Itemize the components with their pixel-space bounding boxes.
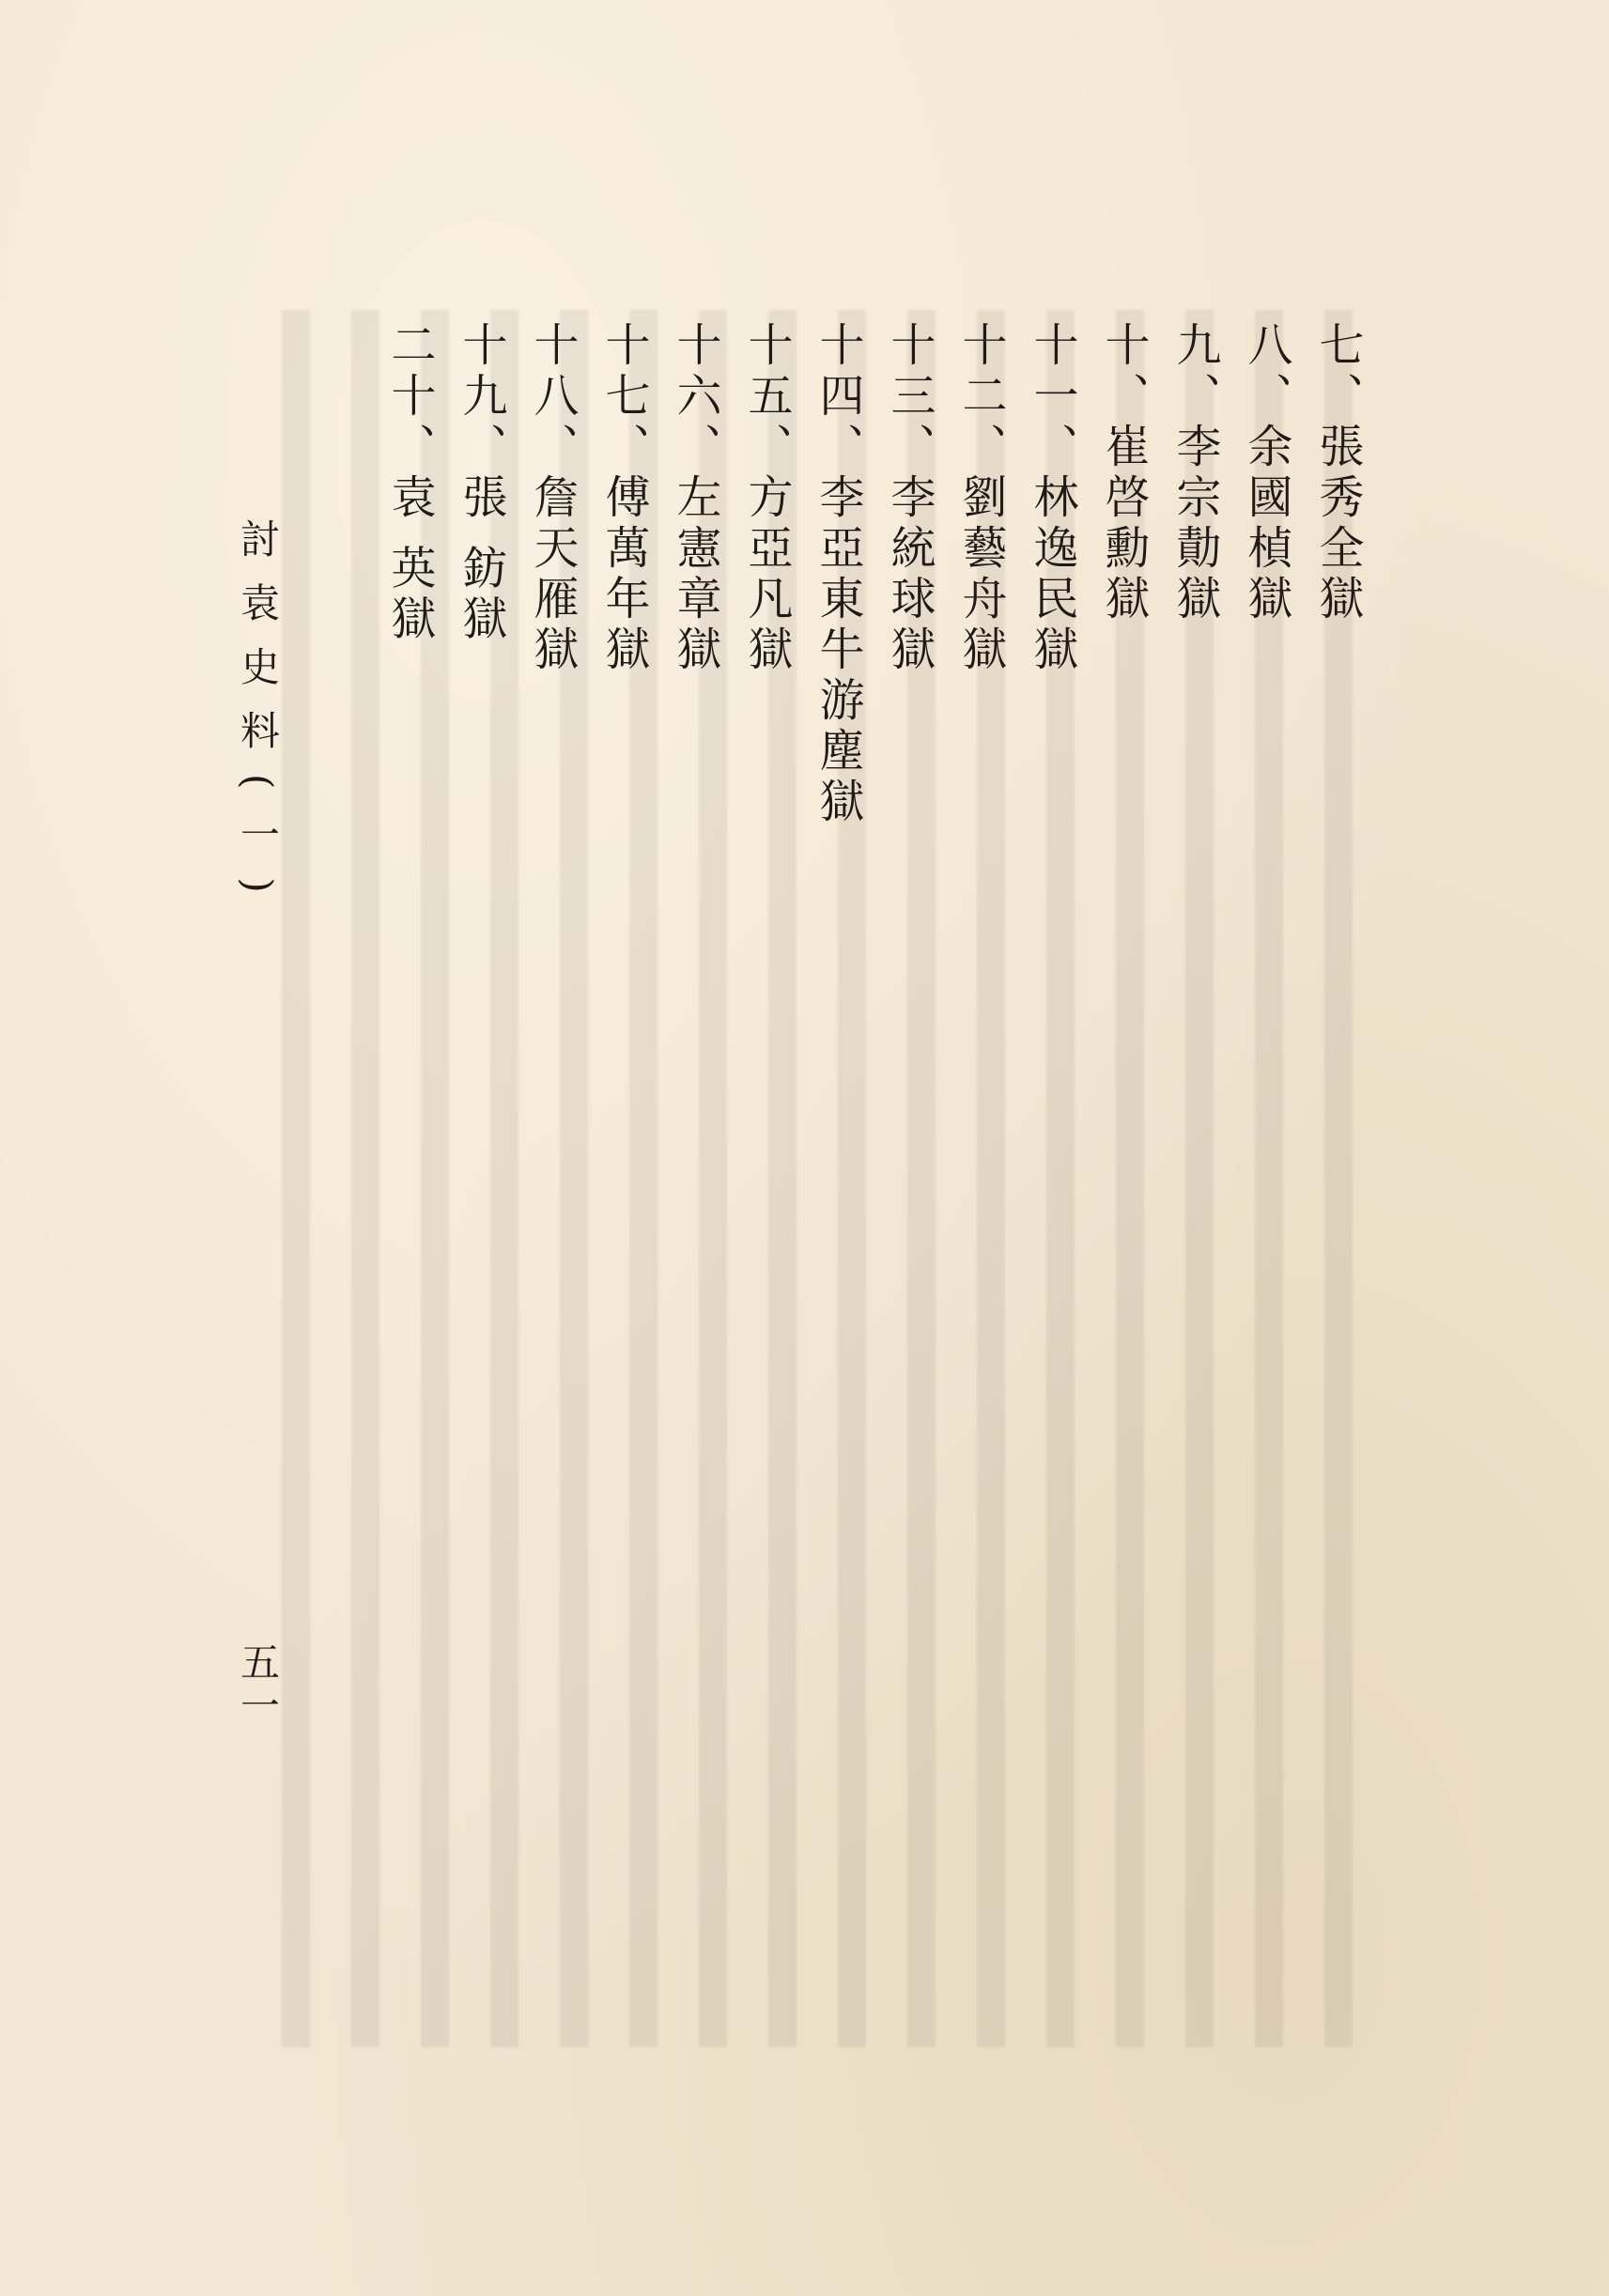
entry-19: 十九、張 鈁獄 — [455, 321, 507, 646]
entry-07: 七、張秀全獄 — [1311, 321, 1364, 625]
entry-08: 八、余國楨獄 — [1240, 321, 1292, 625]
entry-13: 十三、李統球獄 — [883, 321, 936, 676]
entry-17: 十七、傅萬年獄 — [597, 321, 650, 676]
entry-20: 二十、袁 英獄 — [383, 321, 436, 646]
entry-10: 十、崔啓勳獄 — [1097, 321, 1150, 625]
page-number: 五一 — [235, 1641, 281, 1728]
entry-18: 十八、詹天雁獄 — [526, 321, 579, 676]
entry-15: 十五、方亞凡獄 — [740, 321, 793, 676]
entry-12: 十二、劉藝舟獄 — [954, 321, 1007, 676]
entry-14: 十四、李亞東牛游塵獄 — [812, 321, 864, 828]
entry-16: 十六、左憲章獄 — [669, 321, 721, 676]
entry-09: 九、李宗勣獄 — [1168, 321, 1221, 625]
running-head: 討袁史料(一) — [235, 518, 281, 917]
entry-11: 十一、林逸民獄 — [1026, 321, 1078, 676]
